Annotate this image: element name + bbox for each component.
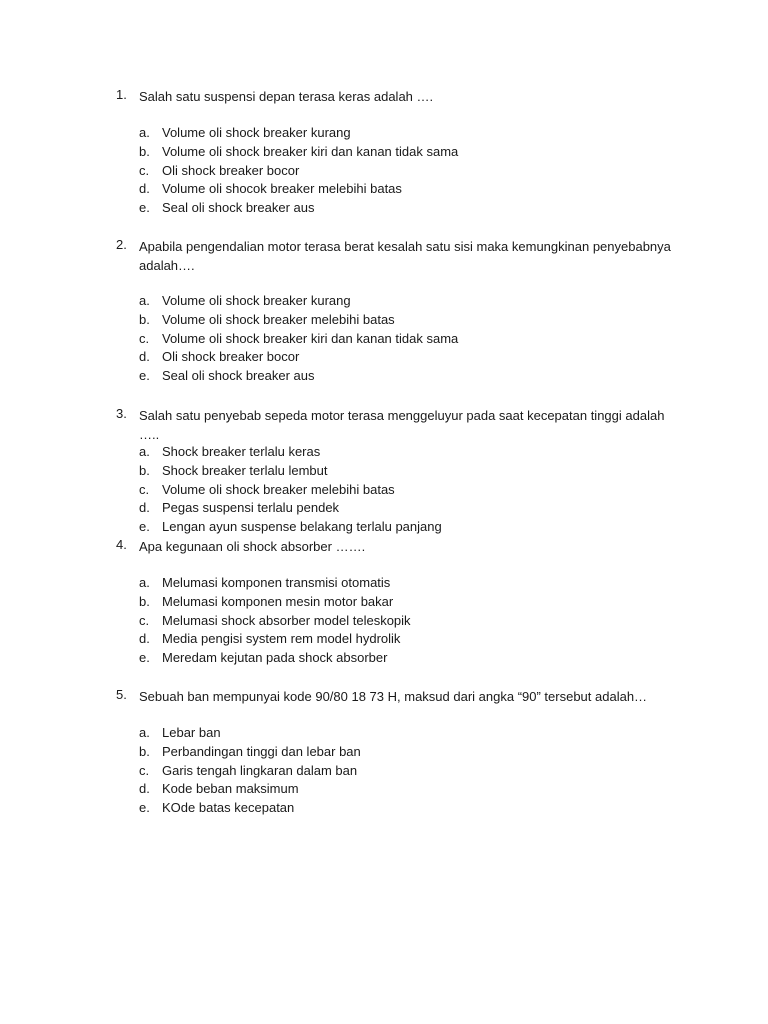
option-letter: a.	[139, 575, 150, 590]
option-text: Oli shock breaker bocor	[162, 162, 300, 178]
question-number: 5.	[116, 687, 127, 702]
option-letter: b.	[139, 311, 150, 327]
option-letter: c.	[139, 162, 150, 178]
option-letter: c.	[139, 612, 150, 628]
option-text: Melumasi komponen mesin motor bakar	[162, 593, 394, 609]
question-1	[116, 87, 676, 106]
option-letter: d.	[139, 500, 150, 516]
option-text: Volume oli shocok breaker melebihi batas	[162, 181, 402, 197]
option-letter: a.	[139, 125, 150, 140]
option-letter: d.	[139, 349, 150, 365]
option-text: Media pengisi system rem model hydrolik	[162, 631, 401, 647]
option-text: Meredam kejutan pada shock absorber	[162, 650, 388, 666]
option-letter: b.	[139, 143, 150, 159]
option-text: Volume oli shock breaker kiri dan kanan tidak sama	[162, 143, 459, 159]
option-text: Seal oli shock breaker aus	[162, 200, 315, 216]
option-text: Seal oli shock breaker aus	[162, 368, 315, 384]
option-letter: a.	[139, 725, 150, 740]
option-b	[116, 143, 676, 162]
option-text: Pegas suspensi terlalu pendek	[162, 500, 340, 516]
option-text: Volume oli shock breaker melebihi batas	[162, 311, 395, 327]
option-text: Melumasi komponen transmisi otomatis	[162, 575, 391, 590]
option-d	[116, 180, 676, 199]
question-text: Salah satu penyebab sepeda motor terasa menggeluyur pada saat kecepatan tinggi adalah …..	[139, 408, 665, 442]
option-b	[116, 311, 676, 330]
option-text: KOde batas kecepatan	[162, 800, 295, 816]
option-text: Volume oli shock breaker melebihi batas	[162, 481, 395, 497]
question-number: 2.	[116, 237, 127, 252]
option-text: Volume oli shock breaker kurang	[162, 125, 351, 140]
option-letter: a.	[139, 293, 150, 308]
option-e	[116, 799, 676, 818]
option-letter: d.	[139, 781, 150, 797]
option-e	[116, 367, 676, 386]
option-text: Shock breaker terlalu lembut	[162, 462, 328, 478]
option-text: Garis tengah lingkaran dalam ban	[162, 762, 358, 778]
question-number: 4.	[116, 537, 127, 552]
option-letter: e.	[139, 519, 150, 535]
options-list-2	[116, 292, 676, 386]
option-text: Volume oli shock breaker kurang	[162, 293, 351, 308]
option-d	[116, 630, 676, 649]
question-text: Sebuah ban mempunyai kode 90/80 18 73 H, maksud dari angka “90” tersebut adalah…	[139, 689, 648, 704]
option-text: Oli shock breaker bocor	[162, 349, 300, 365]
options-list-4	[116, 574, 676, 668]
option-letter: d.	[139, 631, 150, 647]
option-letter: e.	[139, 368, 150, 384]
option-text: Lebar ban	[162, 725, 221, 740]
options-list-3	[116, 443, 676, 537]
option-letter: d.	[139, 181, 150, 197]
option-letter: c.	[139, 330, 150, 346]
option-text: Kode beban maksimum	[162, 781, 299, 797]
question-3	[116, 406, 676, 444]
option-letter: c.	[139, 481, 150, 497]
option-letter: b.	[139, 593, 150, 609]
option-letter: e.	[139, 650, 150, 666]
option-c	[116, 330, 676, 349]
question-text: Salah satu suspensi depan terasa keras adalah ….	[139, 89, 434, 104]
option-letter: c.	[139, 762, 150, 778]
option-a	[116, 574, 676, 593]
option-e	[116, 518, 676, 537]
option-b	[116, 593, 676, 612]
option-a	[116, 124, 676, 143]
option-e	[116, 199, 676, 218]
option-text: Shock breaker terlalu keras	[162, 444, 321, 459]
options-list-1	[116, 124, 676, 218]
option-a	[116, 292, 676, 311]
option-letter: b.	[139, 462, 150, 478]
question-5	[116, 687, 676, 706]
option-text: Volume oli shock breaker kiri dan kanan tidak sama	[162, 330, 459, 346]
option-letter: a.	[139, 444, 150, 459]
question-text: Apa kegunaan oli shock absorber …….	[139, 539, 366, 554]
option-b	[116, 743, 676, 762]
option-text: Lengan ayun suspense belakang terlalu panjang	[162, 519, 442, 535]
option-c	[116, 612, 676, 631]
question-4	[116, 537, 676, 556]
option-b	[116, 462, 676, 481]
question-number: 3.	[116, 406, 127, 421]
option-letter: e.	[139, 200, 150, 216]
options-list-5	[116, 724, 676, 818]
option-a	[116, 724, 676, 743]
option-a	[116, 443, 676, 462]
question-number: 1.	[116, 87, 127, 102]
option-d	[116, 780, 676, 799]
option-e	[116, 649, 676, 668]
option-c	[116, 481, 676, 500]
option-letter: e.	[139, 800, 150, 816]
question-2	[116, 237, 676, 275]
question-text: Apabila pengendalian motor terasa berat kesalah satu sisi maka kemungkinan penyebabnya adalah….	[139, 239, 671, 273]
option-d	[116, 348, 676, 367]
option-d	[116, 499, 676, 518]
option-text: Perbandingan tinggi dan lebar ban	[162, 743, 361, 759]
option-text: Melumasi shock absorber model teleskopik	[162, 612, 411, 628]
option-c	[116, 762, 676, 781]
option-letter: b.	[139, 743, 150, 759]
option-c	[116, 162, 676, 181]
